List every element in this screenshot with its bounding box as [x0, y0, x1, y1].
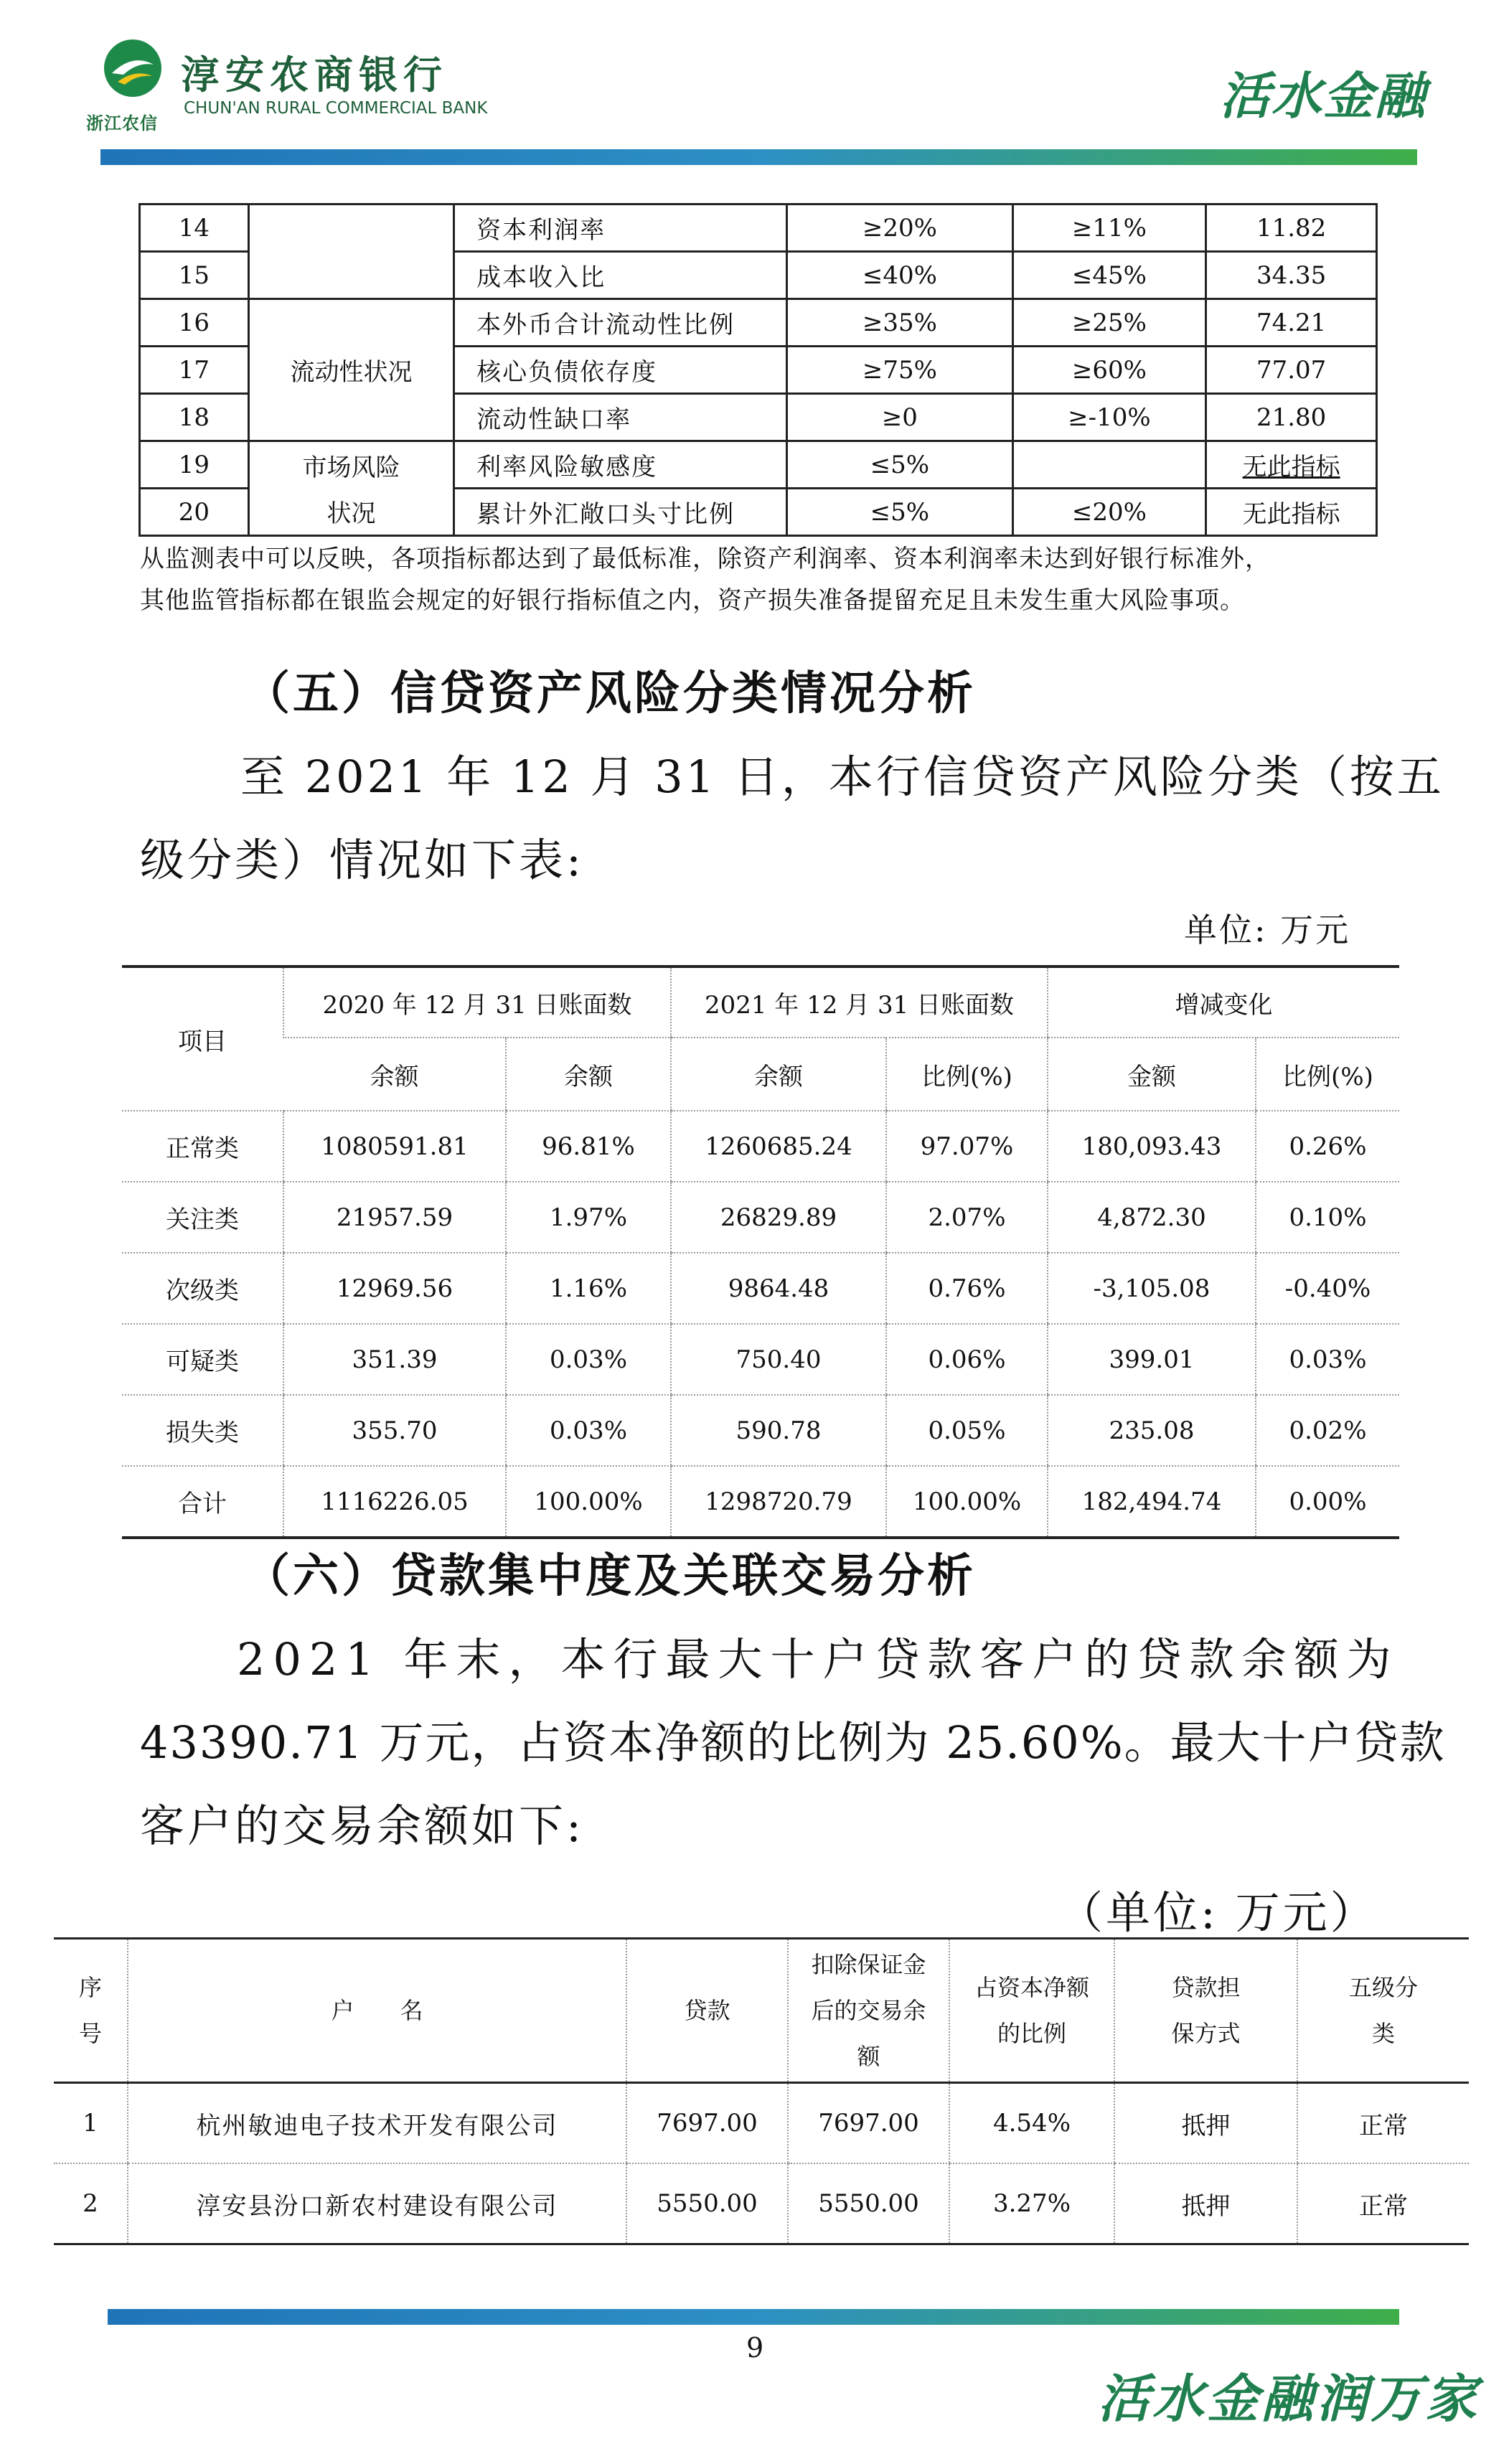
- col-group-2021: 2021 年 12 月 31 日账面数: [671, 967, 1048, 1038]
- good-standard: ≥60%: [1012, 347, 1206, 394]
- cell: 9864.48: [671, 1253, 886, 1324]
- min-standard: ≥20%: [787, 204, 1013, 252]
- cell: 100.00%: [886, 1466, 1048, 1538]
- subheader: 余额: [671, 1038, 886, 1111]
- cell: 1080591.81: [283, 1111, 506, 1182]
- table-row: [54, 2163, 1469, 2244]
- cell: 0.26%: [1256, 1111, 1399, 1182]
- min-standard: ≥0: [787, 394, 1013, 441]
- cell: 351.39: [283, 1324, 506, 1395]
- cell: -0.40%: [1256, 1253, 1399, 1324]
- indicator-value: 21.80: [1206, 394, 1377, 441]
- indicator-name: 资本利润率: [454, 204, 787, 252]
- min-standard: ≥35%: [787, 299, 1013, 347]
- cell: 1.16%: [506, 1253, 671, 1324]
- indicator-table: [138, 203, 1378, 537]
- cell: 5550.00: [788, 2163, 949, 2244]
- min-standard: ≤5%: [787, 489, 1013, 536]
- table-row: [140, 489, 1377, 536]
- bank-name-cn: 淳安农商银行: [181, 52, 448, 98]
- table-row: [122, 1395, 1399, 1466]
- paragraph-line: 其他监管指标都在银监会规定的好银行指标值之内，资产损失准备提留充足且未发生重大风险事项。: [140, 586, 1245, 615]
- customer-name: 淳安县汾口新农村建设有限公司: [128, 2163, 626, 2244]
- good-standard: ≥25%: [1012, 299, 1206, 347]
- row-number: 16: [140, 299, 249, 347]
- col-header-name: 户 名: [128, 1939, 626, 2083]
- cell: 抵押: [1114, 2083, 1297, 2164]
- col-header-item: 项目: [122, 967, 283, 1111]
- cell: 0.05%: [886, 1395, 1048, 1466]
- row-number: 15: [140, 252, 249, 299]
- cell: 7697.00: [626, 2083, 788, 2164]
- table-row: [122, 1253, 1399, 1324]
- cell: 正常: [1297, 2163, 1469, 2244]
- subheader: 比例(%): [886, 1038, 1048, 1111]
- table-total-row: [122, 1466, 1399, 1538]
- paragraph-line: 43390.71 万元，占资本净额的比例为 25.60%。最大十户贷款: [140, 1716, 1446, 1769]
- paragraph-line: 至 2021 年 12 月 31 日，本行信贷资产风险分类（按五: [240, 751, 1444, 803]
- cell: 590.78: [671, 1395, 886, 1466]
- cell: 180,093.43: [1048, 1111, 1256, 1182]
- row-number: 17: [140, 347, 249, 394]
- indicator-name: 累计外汇敞口头寸比例: [454, 489, 787, 536]
- paragraph-line: 2021 年末，本行最大十户贷款客户的贷款余额为: [237, 1633, 1399, 1685]
- page-number: 9: [746, 2332, 764, 2364]
- indicator-value: 77.07: [1206, 347, 1377, 394]
- group-cell: [248, 204, 453, 299]
- cell: 0.00%: [1256, 1466, 1399, 1538]
- indicator-value: 74.21: [1206, 299, 1377, 347]
- cell: 0.76%: [886, 1253, 1048, 1324]
- cell: 2.07%: [886, 1182, 1048, 1253]
- cell: 1: [54, 2083, 128, 2164]
- paragraph-line: 级分类）情况如下表:: [140, 834, 584, 886]
- table-row: [140, 441, 1377, 489]
- footer-slogan: 活水金融润万家: [1098, 2368, 1480, 2429]
- class-name: 合计: [122, 1466, 283, 1538]
- subheader: 比例(%): [1256, 1038, 1399, 1111]
- paragraph-line: 客户的交易余额如下:: [140, 1800, 584, 1852]
- cell: 0.02%: [1256, 1395, 1399, 1466]
- col-header-class: 五级分 类: [1297, 1939, 1469, 2083]
- row-number: 20: [140, 489, 249, 536]
- unit-label: （单位: 万元）: [1058, 1886, 1378, 1939]
- indicator-name: 核心负债依存度: [454, 347, 787, 394]
- header-color-band: [100, 149, 1417, 165]
- cell: 750.40: [671, 1324, 886, 1395]
- classification-table: [122, 965, 1399, 1539]
- table-header-row: [54, 1939, 1469, 2083]
- cell: 4.54%: [949, 2083, 1114, 2164]
- cell: 7697.00: [788, 2083, 949, 2164]
- indicator-name: 本外币合计流动性比例: [454, 299, 787, 347]
- section-heading: （五）信贷资产风险分类情况分析: [244, 667, 976, 720]
- cell: 1260685.24: [671, 1111, 886, 1182]
- class-name: 正常类: [122, 1111, 283, 1182]
- indicator-name: 成本收入比: [454, 252, 787, 299]
- cell: 正常: [1297, 2083, 1469, 2164]
- subheader: 金额: [1048, 1038, 1256, 1111]
- cell: 21957.59: [283, 1182, 506, 1253]
- indicator-value: 无此指标: [1206, 441, 1377, 489]
- class-name: 损失类: [122, 1395, 283, 1466]
- col-group-change: 增减变化: [1048, 967, 1399, 1038]
- table-row: [140, 299, 1377, 347]
- good-standard: ≥-10%: [1012, 394, 1206, 441]
- cell: 100.00%: [506, 1466, 671, 1538]
- group-cell-market-2: 状况: [248, 489, 453, 536]
- cell: 1298720.79: [671, 1466, 886, 1538]
- col-header-net: 扣除保证金 后的交易余 额: [788, 1939, 949, 2083]
- logo-subtitle: 浙江农信: [86, 113, 158, 133]
- unit-label: 单位: 万元: [1184, 911, 1351, 949]
- cell: 1.97%: [506, 1182, 671, 1253]
- cell: 355.70: [283, 1395, 506, 1466]
- class-name: 关注类: [122, 1182, 283, 1253]
- col-group-2020: 2020 年 12 月 31 日账面数: [283, 967, 671, 1038]
- cell: 0.03%: [506, 1324, 671, 1395]
- col-header-loan: 贷款: [626, 1939, 788, 2083]
- section-heading: （六）贷款集中度及关联交易分析: [244, 1549, 976, 1603]
- subheader: 余额: [506, 1038, 671, 1111]
- table-row: [122, 1182, 1399, 1253]
- cell: 96.81%: [506, 1111, 671, 1182]
- cell: 4,872.30: [1048, 1182, 1256, 1253]
- good-standard: ≥11%: [1012, 204, 1206, 252]
- col-header-guarantee: 贷款担 保方式: [1114, 1939, 1297, 2083]
- paragraph-line: 从监测表中可以反映，各项指标都达到了最低标准，除资产利润率、资本利润率未达到好银行标准外，: [140, 545, 1270, 573]
- cell: 0.06%: [886, 1324, 1048, 1395]
- cell: 399.01: [1048, 1324, 1256, 1395]
- indicator-name: 利率风险敏感度: [454, 441, 787, 489]
- cell: 抵押: [1114, 2163, 1297, 2244]
- row-number: 14: [140, 204, 249, 252]
- min-standard: ≤40%: [787, 252, 1013, 299]
- good-standard: ≤45%: [1012, 252, 1206, 299]
- table-row: [54, 2083, 1469, 2164]
- cell: 235.08: [1048, 1395, 1256, 1466]
- group-cell-liquidity: 流动性状况: [248, 299, 453, 441]
- indicator-name: 流动性缺口率: [454, 394, 787, 441]
- bank-logo-icon: [102, 37, 164, 99]
- cell: 3.27%: [949, 2163, 1114, 2244]
- class-name: 次级类: [122, 1253, 283, 1324]
- cell: 12969.56: [283, 1253, 506, 1324]
- col-header-ratio: 占资本净额 的比例: [949, 1939, 1114, 2083]
- min-standard: ≤5%: [787, 441, 1013, 489]
- cell: -3,105.08: [1048, 1253, 1256, 1324]
- table-subheader-row: [122, 1038, 1399, 1111]
- subheader: 余额: [283, 1038, 506, 1111]
- bank-name-en: CHUN'AN RURAL COMMERCIAL BANK: [184, 99, 488, 118]
- min-standard: ≥75%: [787, 347, 1013, 394]
- table-header-row: [122, 967, 1399, 1038]
- cell: 0.10%: [1256, 1182, 1399, 1253]
- row-number: 19: [140, 441, 249, 489]
- table-row: [122, 1111, 1399, 1182]
- top-customers-table: [54, 1937, 1469, 2245]
- table-row: [122, 1324, 1399, 1395]
- table-row: [140, 204, 1377, 252]
- good-standard: [1012, 441, 1206, 489]
- cell: 0.03%: [506, 1395, 671, 1466]
- indicator-value: 无此指标: [1206, 489, 1377, 536]
- cell: 5550.00: [626, 2163, 788, 2244]
- customer-name: 杭州敏迪电子技术开发有限公司: [128, 2083, 626, 2164]
- group-cell-market-1: 市场风险: [248, 441, 453, 489]
- cell: 97.07%: [886, 1111, 1048, 1182]
- footer-color-band: [108, 2309, 1399, 2325]
- good-standard: ≤20%: [1012, 489, 1206, 536]
- cell: 2: [54, 2163, 128, 2244]
- cell: 26829.89: [671, 1182, 886, 1253]
- col-header-no: 序 号: [54, 1939, 128, 2083]
- indicator-value: 34.35: [1206, 252, 1377, 299]
- cell: 1116226.05: [283, 1466, 506, 1538]
- row-number: 18: [140, 394, 249, 441]
- header-slogan: 活水金融: [1220, 66, 1426, 126]
- cell: 0.03%: [1256, 1324, 1399, 1395]
- indicator-value: 11.82: [1206, 204, 1377, 252]
- class-name: 可疑类: [122, 1324, 283, 1395]
- cell: 182,494.74: [1048, 1466, 1256, 1538]
